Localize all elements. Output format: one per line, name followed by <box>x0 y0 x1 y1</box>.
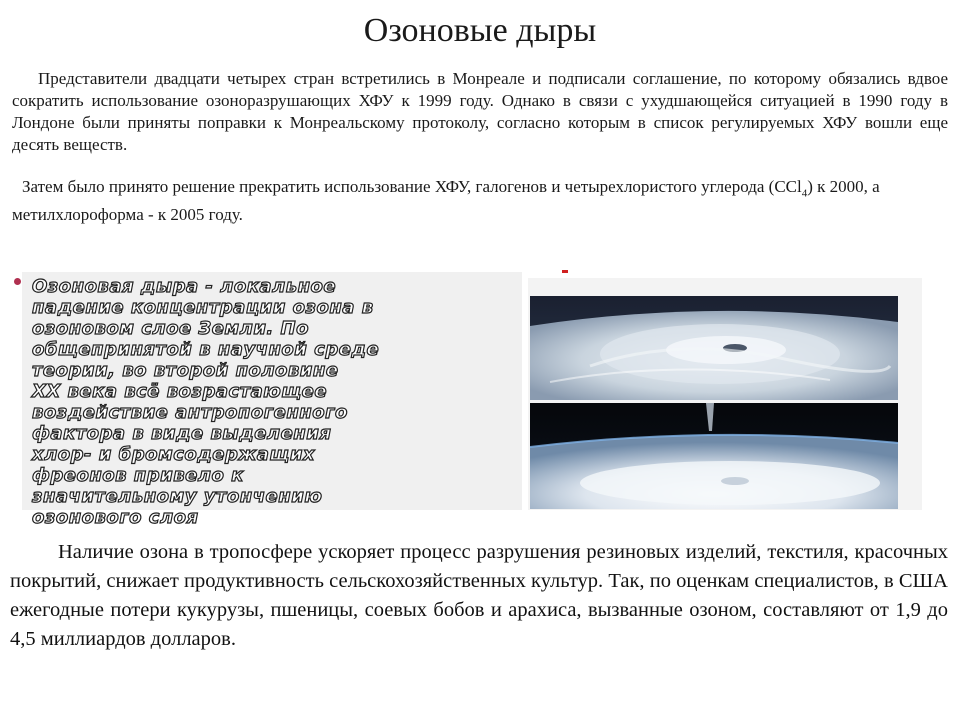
definition-line: Озоновая дыра - локальное <box>32 276 337 297</box>
definition-line: значительному утончению <box>32 486 323 507</box>
cyclone-photo <box>530 403 898 509</box>
cyclone-image <box>530 403 898 509</box>
paragraph-phaseout <box>12 176 948 226</box>
definition-line: озоновом слое Земли. По <box>32 318 309 339</box>
definition-line: падение концентрации озона в <box>32 297 374 318</box>
definition-line: воздействие антропогенного <box>32 402 348 423</box>
paragraph-tropospheric-ozone <box>10 538 948 654</box>
ozone-hole-definition-text <box>32 276 532 528</box>
paragraph-2-after: ) к 2000, а метилхлороформа - к 2005 году. <box>12 177 880 225</box>
definition-line: хлор- и бромсодержащих <box>32 444 316 465</box>
paragraph-2-subscript: 4 <box>801 187 808 200</box>
definition-line: фреонов привело к <box>32 465 244 486</box>
hurricane-photo <box>530 296 898 400</box>
bullet-icon <box>14 278 21 285</box>
hurricane-image <box>530 296 898 400</box>
paragraph-3-text: Наличие озона в тропосфере ускоряет процесс разрушения резиновых изделий, текстиля, красочных покрытий, снижает продуктивность сельскохозяйственных культур. Так, по оценкам специалистов, в США ежегодные потери кукурузы, пшеницы, соевых бобов и арахиса, вызванные озоном, составляют от 1,9 до 4,5 миллиардов долларов. <box>10 541 948 650</box>
definition-line: озонового слоя <box>32 507 199 528</box>
definition-line: XX века всё возрастающее <box>32 381 328 402</box>
definition-line: общепринятой в научной среде <box>32 339 380 360</box>
red-mark-decoration <box>562 270 568 273</box>
definition-line: фактора в виде выделения <box>32 423 332 444</box>
definition-line: теории, во второй половине <box>32 360 339 381</box>
paragraph-1-text: Представители двадцати четырех стран встретились в Монреале и подписали соглашение, по которому обязались вдвое сократить использование озоноразрушающих ХФУ к 1999 году. Однако в связи с ухудшающейся ситуацией в 1990 году в Лондоне были приняты поправки к Монреальскому протоколу, согласно которым в список регулируемых ХФУ вошли еще десять веществ. <box>12 69 948 154</box>
paragraph-2-before: Затем было принято решение прекратить использование ХФУ, галогенов и четырехлористого углерода (CCl <box>22 177 802 196</box>
page-title: Озоновые дыры <box>363 12 597 49</box>
paragraph-montreal-protocol <box>12 68 948 156</box>
